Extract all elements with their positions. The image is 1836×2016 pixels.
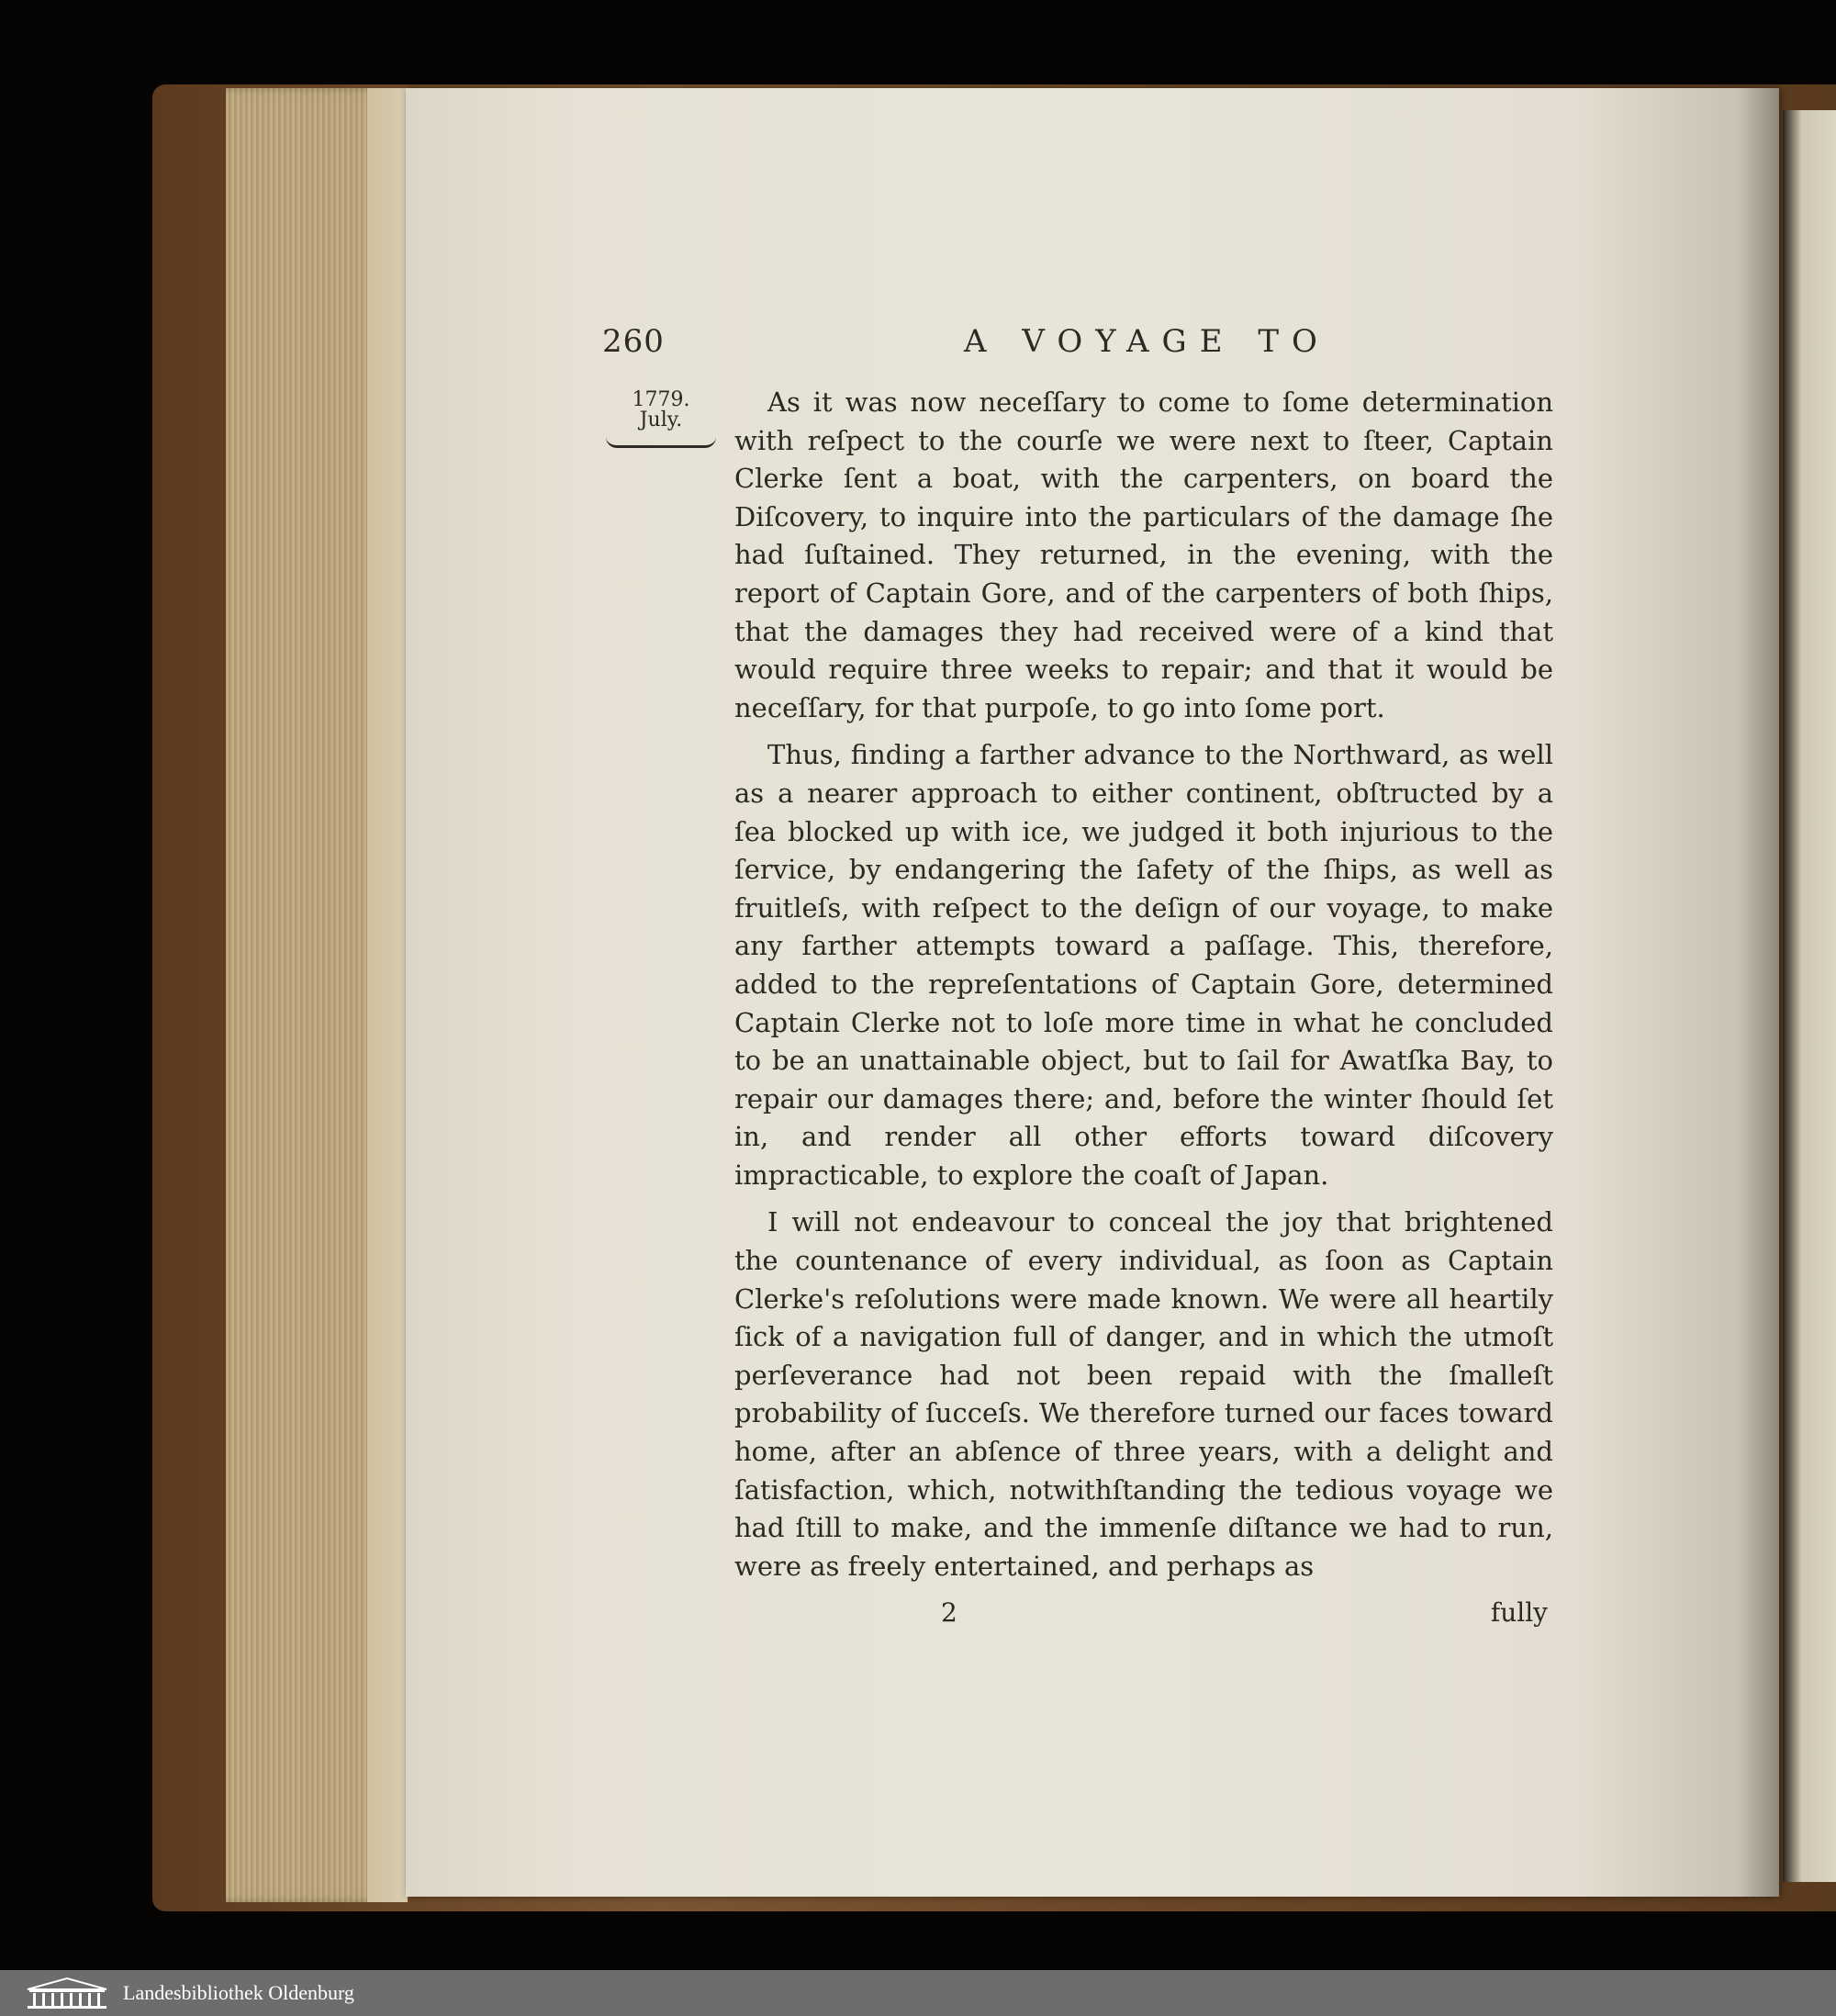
library-building-icon bbox=[24, 1977, 110, 2010]
margin-date-note bbox=[606, 390, 716, 448]
paragraph-2: Thus, finding a farther advance to the Northward, as well as a nearer approach to either continent, obſtructed by a ſea blocked up with ice, we judged it both injurious to the ſervice, by endangering the ſafety of the ſhips, as well as fruitleſs, with reſpect to the deſign of our voyage, to make any farther attempts toward a paſſage. This, therefore, added to the repreſentations of Captain Gore, determined Captain Clerke not to loſe more time in what he concluded to be an unattainable object, but to ſail for Awatſka Bay, to repair our damages there; and, before the winter ſhould ſet in, and render all other efforts toward diſcovery impracticable, to explore the coaſt of Japan. bbox=[734, 739, 1553, 1191]
page-footer-line bbox=[734, 1597, 1553, 1634]
body-text bbox=[734, 384, 1553, 1595]
paragraph-3: I will not endeavour to conceal the joy that brightened the countenance of every individual, as ſoon as Captain Clerke's reſolutions were made known. We were all heartily ſick of a navigation full of danger, and in which the utmoſt perſeverance had not been repaid with the ſmalleſt probability of ſucceſs. We therefore turned our faces toward home, after an abſence of three years, with a delight and ſatisfaction, which, notwithſtanding the tedious voyage we had ſtill to make, and the immenſe diſtance we had to run, were as freely entertained, and perhaps as bbox=[734, 1206, 1553, 1582]
library-label: Landesbibliothek Oldenburg bbox=[123, 1981, 354, 2004]
margin-month: July. bbox=[639, 409, 683, 431]
brace-mark bbox=[606, 436, 716, 448]
facing-page-edge bbox=[1783, 110, 1836, 1882]
signature-mark: 2 bbox=[941, 1597, 957, 1628]
paragraph-1: As it was now neceſſary to come to ſome determination with reſpect to the courſe we were next to ſteer, Captain Clerke ſent a boat, with the carpenters, on board the Diſcovery, to inquire into the particulars of the damage ſhe had ſuſtained. They returned, in the evening, with the report of Captain Gore, and of the carpenters of both ſhips, that the damages they had received were of a kind that would require three weeks to repair; and that it would be neceſſary, for that purpoſe, to go into ſome port. bbox=[734, 386, 1553, 723]
margin-year: 1779. bbox=[632, 388, 690, 411]
catchword: fully bbox=[1490, 1597, 1548, 1628]
page-gutter bbox=[367, 88, 408, 1902]
page-number: 260 bbox=[602, 323, 665, 360]
running-head-title: A VOYAGE TO bbox=[964, 323, 1330, 360]
